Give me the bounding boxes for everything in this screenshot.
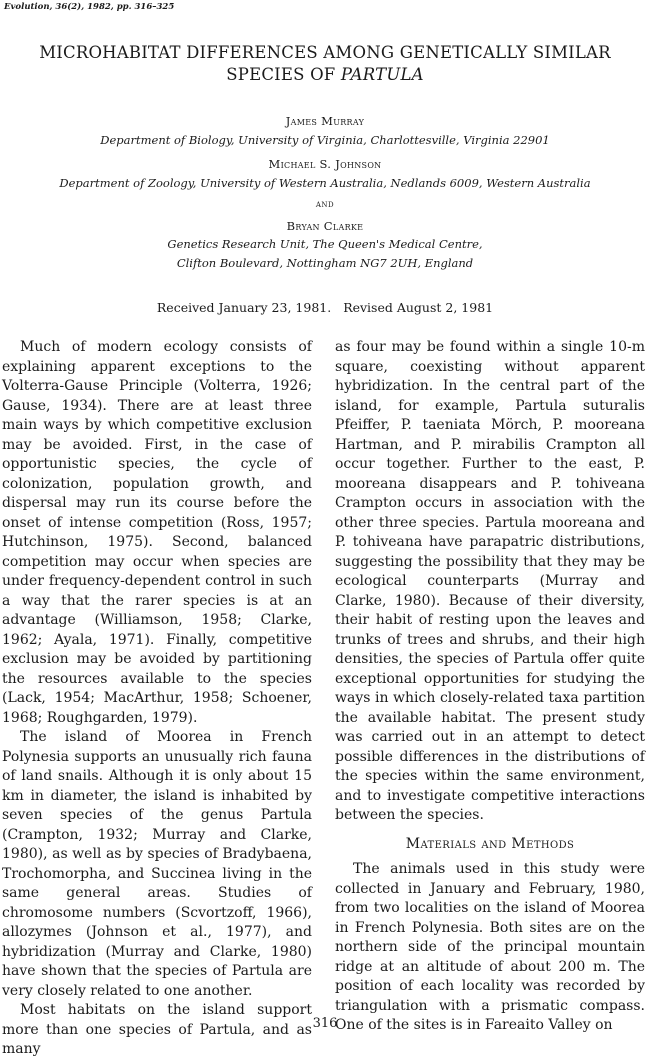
title-genus: PARTULA: [340, 65, 424, 84]
section-heading: Materials and Methods: [405, 835, 575, 852]
author-affiliation: Clifton Boulevard, Nottingham NG7 2UH, England: [176, 255, 474, 270]
left-column: [2, 338, 312, 1060]
author-affiliation: Department of Biology, University of Virginia, Charlottesville, Virginia 22901: [100, 132, 550, 147]
author-name: Bryan Clarke: [286, 218, 364, 233]
author-block: [0, 112, 650, 272]
body-paragraph: The animals used in this study were collected in January and February, 1980, from two localities on the island of Moorea in French Polynesia. Both sites are on the northern side of the principal mountain ridge at an altitude of about 200 m. The position of each locality was recorded by triangulation with a prismatic compass. One of the sites is in Fareaito Valley on: [335, 861, 645, 1033]
author-conjunction: and: [315, 198, 335, 210]
article-title: [0, 42, 650, 86]
author-affiliation: Department of Zoology, University of Western Australia, Nedlands 6009, Western Australia: [59, 175, 591, 190]
body-paragraph: Most habitats on the island support more than one species of Partula, and as many: [2, 1002, 312, 1057]
page-number: 316: [312, 1016, 338, 1031]
author-name: Michael S. Johnson: [268, 157, 382, 171]
body-paragraph: Much of modern ecology consists of explaining apparent exceptions to the Volterra-Gause Principle (Volterra, 1926; Gause, 1934). There are at least three main ways by which competitive exclusion may be avoided. First, in the case of opportunistic species, the cycle of colonization, population growth, and dispersal may run its course before the onset of intense competition (Ross, 1957; Hutchinson, 1975). Second, balanced competition may occur when species are under frequency-dependent control in such a way that the rarer species is at an advantage (Williamson, 1958; Clarke, 1962; Ayala, 1971). Finally, competitive exclusion may be avoided by partitioning the resources available to the species (Lack, 1954; MacArthur, 1958; Schoener, 1968; Roughgarden, 1979).: [2, 339, 312, 726]
author-name: James Murray: [285, 114, 365, 128]
body-paragraph: as four may be found within a single 10-m square, coexisting without apparent hybridization. In the central part of the island, for example, Partula suturalis Pfeiffer, P. taeniata Mörch, P. mooreana Hartman, and P. mirabilis Crampton all occur together. Further to the east, P. mooreana disappears and P. tohiveana Crampton occurs in association with the other three species. Partula mooreana and P. tohiveana have parapatric distributions, suggesting the possibility that they may be ecological counterparts (Murray and Clarke, 1980). Because of their diversity, their habit of resting upon the leaves and trunks of trees and shrubs, and their high densities, the species of Partula offer quite exceptional opportunities for studying the ways in which closely-related taxa partition the available habitat. The present study was carried out in an attempt to detect possible differences in the distributions of the species within the same environment, and to investigate competitive interactions between the species.: [335, 339, 645, 823]
body-paragraph: The island of Moorea in French Polynesia supports an unusually rich fauna of land snails. Although it is only about 15 km in diameter, the island is inhabited by seven species of the genus Partula (Crampton, 1932; Murray and Clarke, 1980), as well as by species of Bradybaena, Trochomorpha, and Succinea living in the same general areas. Studies of chromosome numbers (Scvortzoff, 1966), allozymes (Johnson et al., 1977), and hybridization (Murray and Clarke, 1980) have shown that the species of Partula are very closely related to one another.: [2, 729, 312, 999]
author-affiliation: Genetics Research Unit, The Queen's Medical Centre,: [167, 237, 483, 251]
title-line-2-prefix: SPECIES OF: [226, 65, 341, 84]
received-date: Received January 23, 1981.: [156, 300, 332, 315]
submission-dates: [0, 300, 650, 315]
revised-date: Revised August 2, 1981: [343, 300, 494, 315]
title-line-1: MICROHABITAT DIFFERENCES AMONG GENETICALLY SIMILAR: [39, 43, 611, 62]
title-line-2: [0, 64, 650, 86]
right-column: [335, 338, 645, 1036]
journal-citation: Evolution, 36(2), 1982, pp. 316–325: [4, 2, 175, 12]
